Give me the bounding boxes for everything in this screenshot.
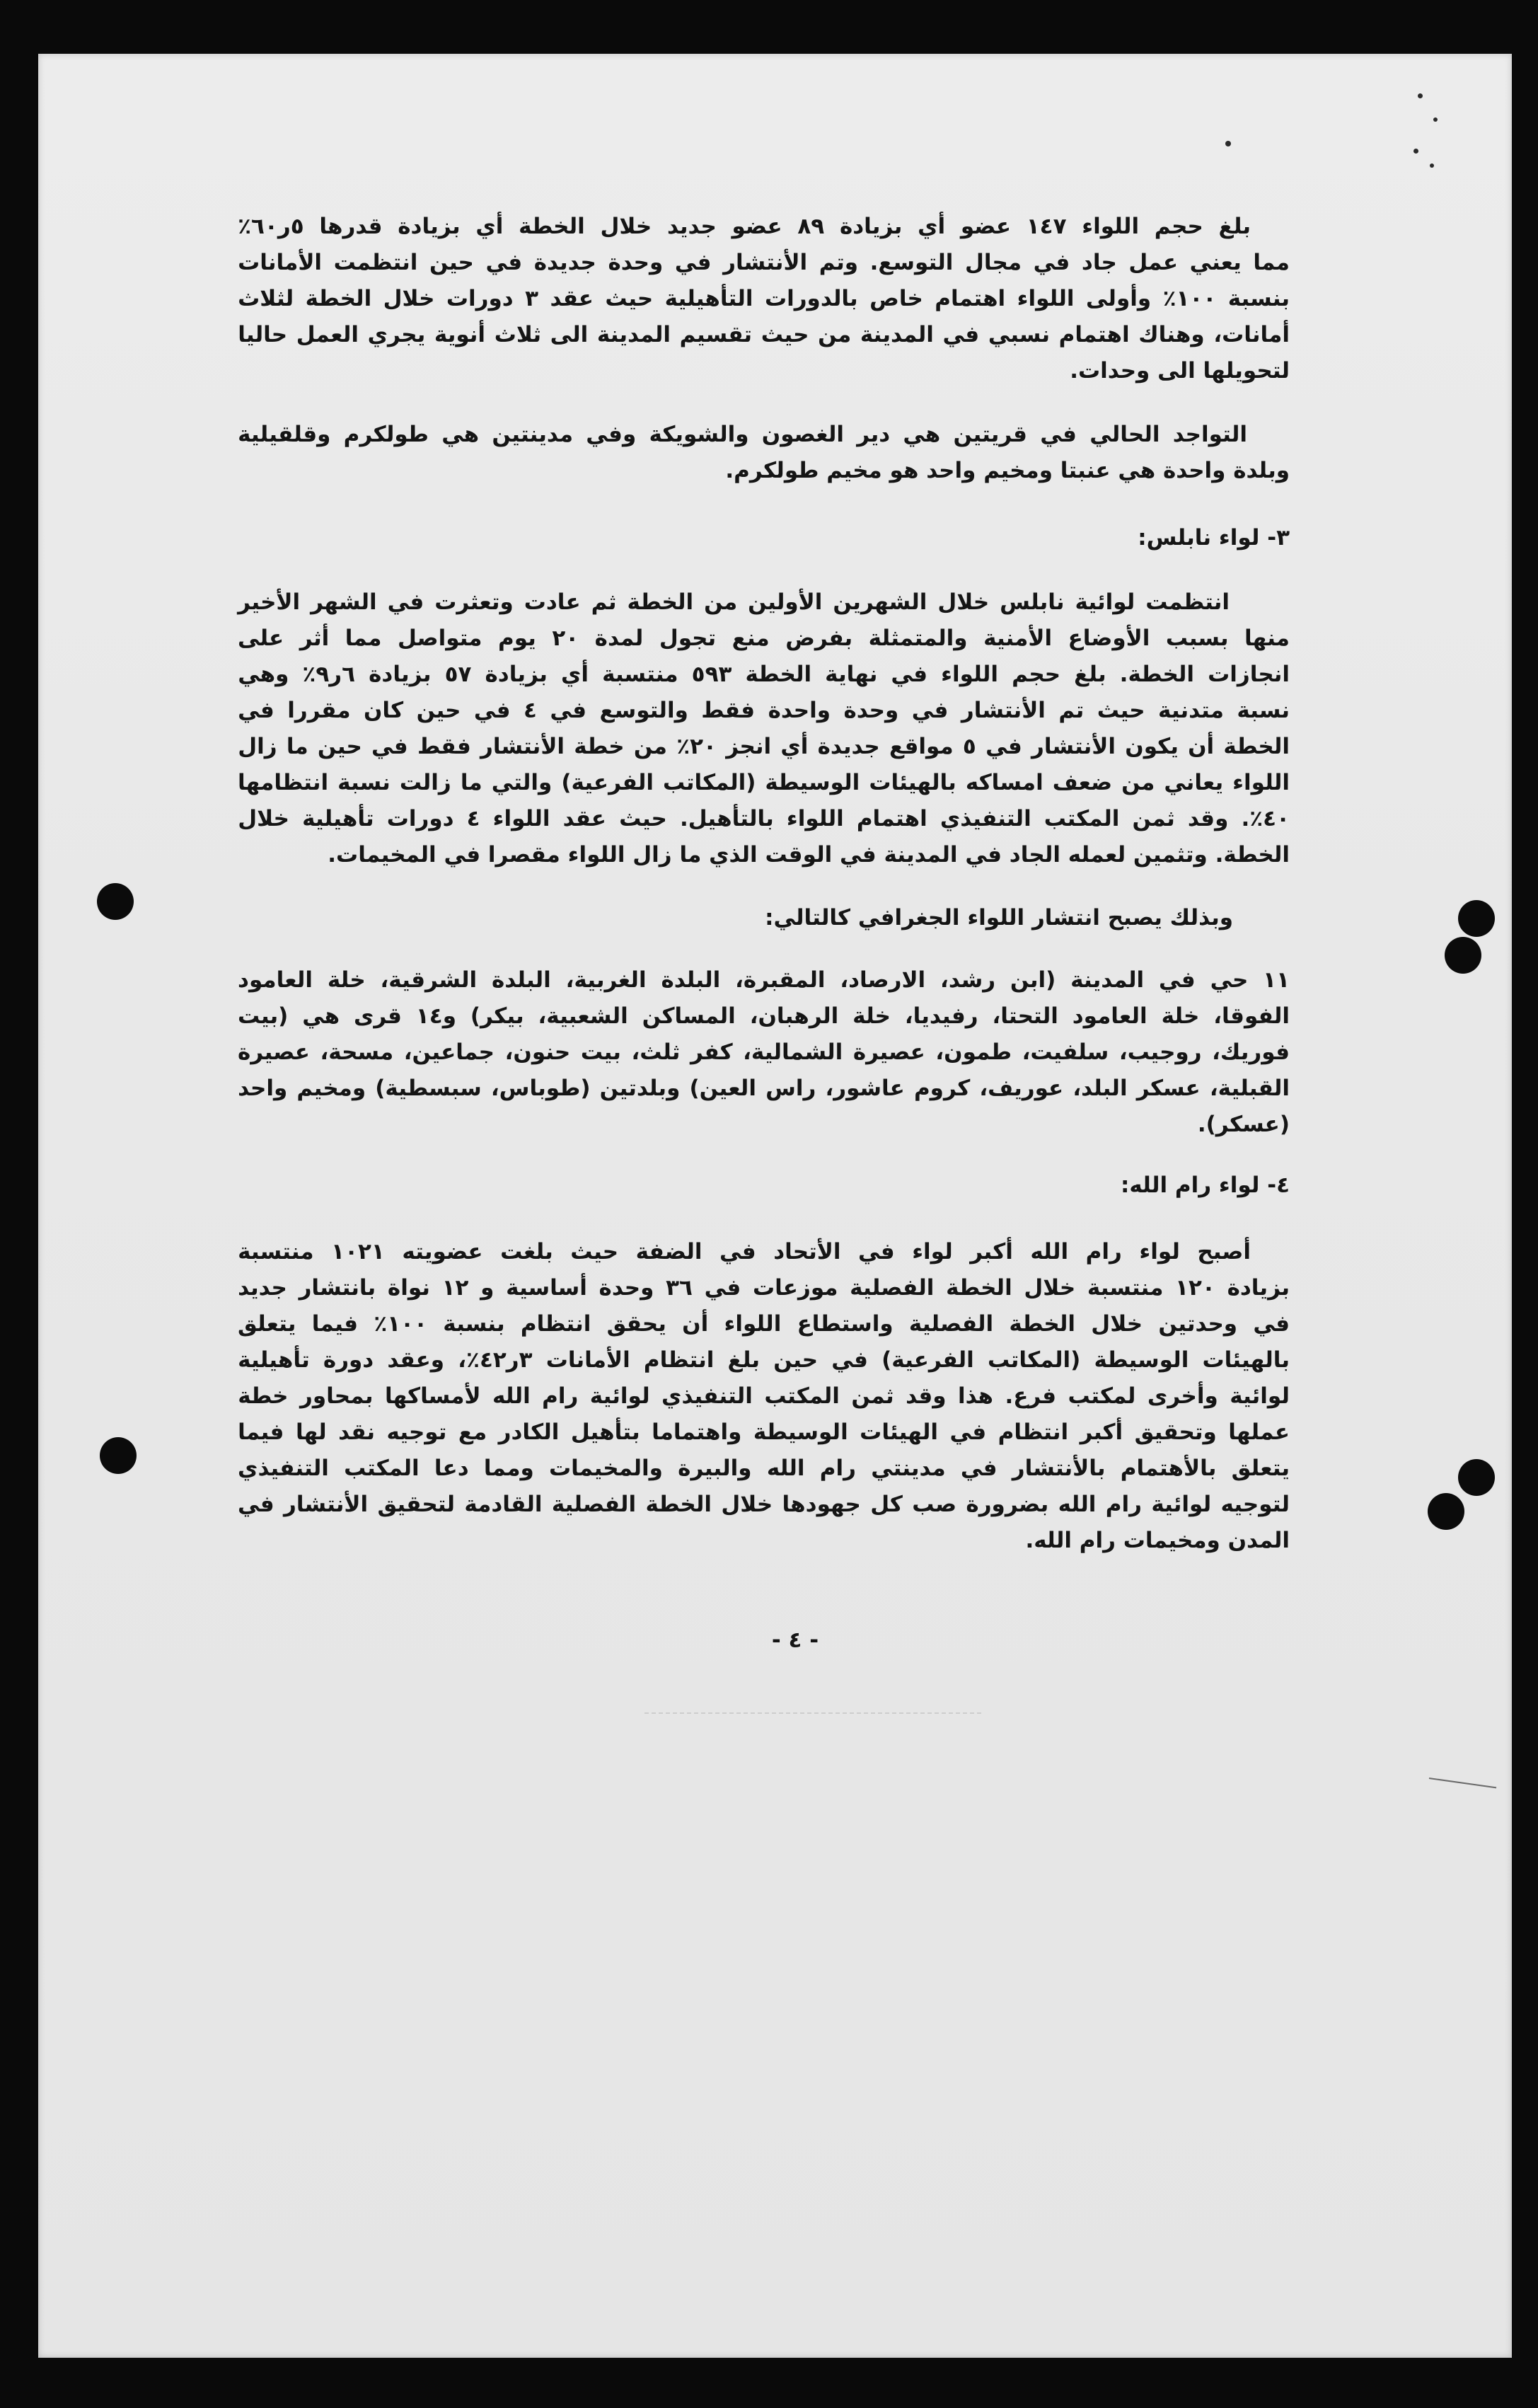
paragraph-line: يتعلق بالأهتمام بالأنتشار في مدينتي رام الله والبيرة والمخيمات ومما دعا المكتب التنفيذي: [238, 1456, 1290, 1481]
ink-speck: [1430, 163, 1434, 168]
punch-hole: [1458, 900, 1495, 937]
paragraph-line: (عسكر).: [1197, 1112, 1290, 1137]
paragraph-line: بالهيئات الوسيطة (المكاتب الفرعية) في حين بلغ انتظام الأمانات ٣ر٤٢٪، وعقد دورة تأهيلية: [238, 1347, 1290, 1373]
tulkarm-summary-paragraph: [238, 209, 1290, 389]
paragraph-line: فوريك، روجيب، سلفيت، طمون، عصيرة الشمالية، كفر ثلث، بيت حنون، جماعين، مسحة، عصيرة: [238, 1039, 1290, 1065]
faint-dotted-rule: [644, 1712, 983, 1714]
paragraph-line: ٤٠٪. وقد ثمن المكتب التنفيذي اهتمام اللواء بالتأهيل. حيث عقد اللواء ٤ دورات تأهيلية خلال: [238, 806, 1290, 831]
paragraph-line: بنسبة ١٠٠٪ وأولى اللواء اهتمام خاص بالدورات التأهيلية حيث عقد ٣ دورات خلال الخطة لثلاث: [238, 286, 1290, 311]
paragraph-line: منها بسبب الأوضاع الأمنية والمتمثلة بفرض منع تجول لمدة ٢٠ يوم متواصل مما أثر على: [238, 626, 1290, 651]
paragraph-line: بزيادة ١٢٠ منتسبة خلال الخطة الفصلية موزعات في ٣٦ وحدة أساسية و ١٢ نواة بانتشار جديد: [238, 1275, 1290, 1301]
ink-speck: [1418, 93, 1423, 98]
nablus-report-paragraph: [238, 584, 1290, 873]
paragraph-line: عملها وتحقيق أكبر انتظام في الهيئات الوسيطة واهتماما بتأهيل الكادر مع توجيه نقد لها فيما: [238, 1419, 1290, 1445]
ink-speck: [1225, 141, 1231, 146]
punch-hole: [1428, 1493, 1464, 1530]
paper-sheet: [38, 54, 1512, 2358]
nablus-spread-list-paragraph: [238, 962, 1290, 1143]
paragraph-line: الفوقا، خلة العامود التحتا، رفيديا، خلة الرهبان، المساكن الشعبية، بيكر) و١٤ قرى هي (بيت: [238, 1003, 1290, 1029]
ink-speck: [1433, 117, 1438, 122]
paragraph-line: التواجد الحالي في قريتين هي دير الغصون والشويكة وفي مدينتين هي طولكرم وقلقيلية: [238, 422, 1247, 447]
ramallah-report-paragraph: [238, 1234, 1290, 1559]
paragraph-line: الخطة أن يكون الأنتشار في ٥ مواقع جديدة أي انجز ٢٠٪ من خطة الأنتشار فقط في حين ما زال: [238, 734, 1290, 759]
paragraph-line: المدن ومخيمات رام الله.: [1025, 1528, 1290, 1553]
ink-speck: [1413, 149, 1418, 154]
paragraph-line: لوائية وأخرى لمكتب فرع. هذا وقد ثمن المكتب التنفيذي لوائية رام الله لأمساكها بمحاور خطة: [238, 1383, 1290, 1409]
punch-hole: [1458, 1459, 1495, 1496]
page-number: - ٤ -: [771, 1628, 819, 1653]
paragraph-line: انجازات الخطة. بلغ حجم اللواء في نهاية الخطة ٥٩٣ منتسبة أي بزيادة ٥٧ بزيادة ٦ر٩٪ وهي: [238, 662, 1290, 687]
paragraph-line: الخطة. وتثمين لعمله الجاد في المدينة في الوقت الذي ما زال اللواء مقصرا في المخيمات.: [328, 842, 1290, 868]
tulkarm-presence-paragraph: [238, 417, 1290, 489]
paragraph-line: ١١ حي في المدينة (ابن رشد، الارصاد، المقبرة، البلدة الغربية، البلدة الشرقية، خلة العامود: [238, 967, 1290, 993]
section-heading-ramallah: [238, 1168, 1290, 1204]
paragraph-line: بلغ حجم اللواء ١٤٧ عضو أي بزيادة ٨٩ عضو جديد خلال الخطة أي بزيادة قدرها ٥ر٦٠٪: [238, 214, 1251, 239]
paragraph-line: وبلدة واحدة هي عنبتا ومخيم واحد هو مخيم طولكرم.: [725, 458, 1290, 483]
paragraph-line: أصبح لواء رام الله أكبر لواء في الأتحاد في الضفة حيث بلغت عضويته ١٠٢١ منتسبة: [238, 1239, 1251, 1265]
paragraph-line: لتحويلها الى وحدات.: [1070, 358, 1290, 384]
punch-hole: [100, 1437, 137, 1474]
section-heading: ٤- لواء رام الله:: [1120, 1173, 1290, 1198]
section-heading: ٣- لواء نابلس:: [1138, 525, 1290, 551]
section-heading-nablus: [238, 520, 1290, 556]
paragraph-line: القبلية، عسكر البلد، عوريف، كروم عاشور، راس العين) وبلدتين (طوباس، سبسطية) ومخيم واحد: [238, 1076, 1290, 1101]
paragraph-line: لتوجيه لوائية رام الله بضرورة صب كل جهودها خلال الخطة الفصلية القادمة لتحقيق الأنتشار في: [238, 1492, 1290, 1517]
punch-hole: [1445, 937, 1481, 974]
paragraph-line: اللواء يعاني من ضعف امساكه بالهيئات الوسيطة (المكاتب الفرعية) والتي ما زالت نسبة انتظامها: [238, 770, 1290, 795]
paragraph-line: في وحدتين خلال الخطة الفصلية واستطاع اللواء أن يحقق انتظام بنسبة ١٠٠٪ فيما يتعلق: [238, 1311, 1290, 1337]
paragraph-line: انتظمت لوائية نابلس خلال الشهرين الأولين من الخطة ثم عادت وتعثرت في الشهر الأخير: [238, 589, 1230, 615]
paragraph-line: وبذلك يصبح انتشار اللواء الجغرافي كالتالي:: [765, 905, 1233, 931]
paragraph-line: مما يعني عمل جاد في مجال التوسع. وتم الأنتشار في وحدة جديدة في حين انتظمت الأمانات: [238, 250, 1290, 275]
paragraph-line: نسبة متدنية حيث تم الأنتشار في وحدة واحدة فقط والتوسع في ٤ في حين كان مقررا في: [238, 698, 1290, 723]
paragraph-line: أمانات، وهناك اهتمام نسبي في المدينة من حيث تقسيم المدينة الى ثلاث أنوية يجري العمل حاليا: [238, 322, 1290, 347]
punch-hole: [97, 883, 134, 920]
nablus-spread-intro: [238, 900, 1290, 936]
